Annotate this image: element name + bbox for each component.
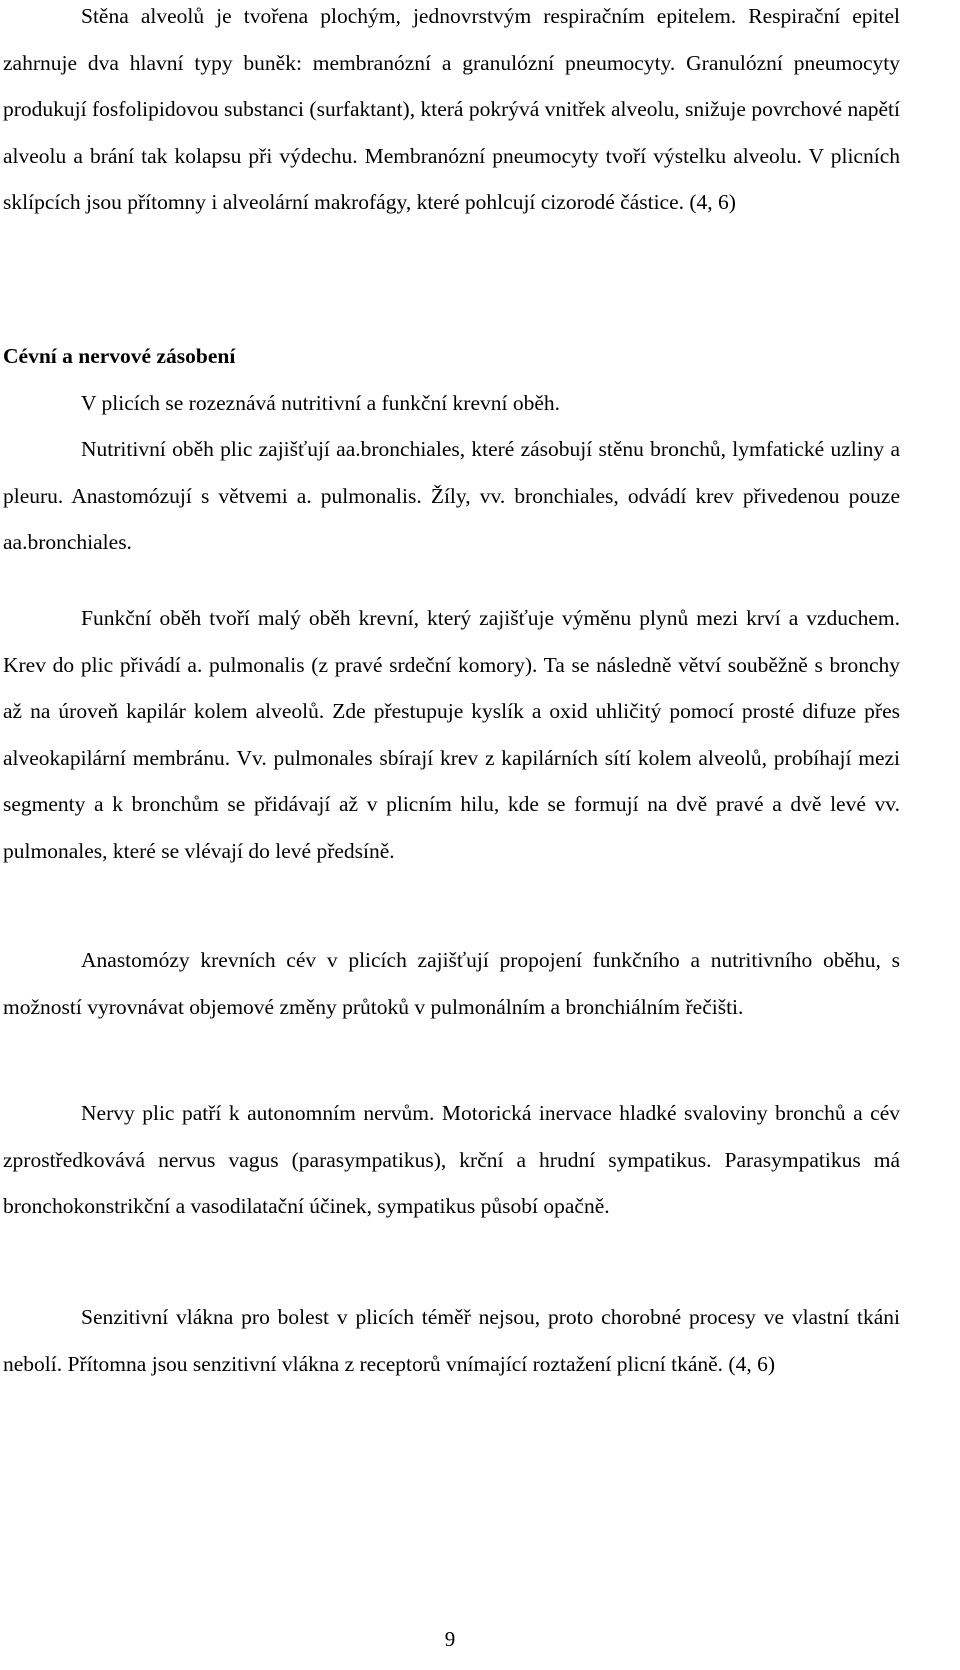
paragraph-alveolar-wall: Stěna alveolů je tvořena plochým, jednovrstvým respiračním epitelem. Respirační epitel zahrnuje dva hlavní typy buněk: membranózní a granulózní pneumocyty. Granulózní pneumocyty produkují fosfolipidovou substanci (surfaktant), která pokrývá vnitřek alveolu, snižuje povrchové napětí alveolu a brání tak kolapsu při výdechu. Membranózní pneumocyty tvoří výstelku alveolu. V plicních sklípcích jsou přítomny i alveolární makrofágy, které pohlcují cizorodé částice. (4, 6) [3,4,900,214]
paragraph-sensory-fibers: Senzitivní vlákna pro bolest v plicích téměř nejsou, proto chorobné procesy ve vlastní tkáni nebolí. Přítomna jsou senzitivní vlákna z receptorů vnímající roztažení plicní tkáně. (4, 6) [3,1305,900,1376]
paragraph-nerves: Nervy plic patří k autonomním nervům. Motorická inervace hladké svaloviny bronchů a cév zprostředkovává nervus vagus (parasympatikus), krční a hrudní sympatikus. Parasympatikus má bronchokonstrikční a vasodilatační účinek, sympatikus působí opačně. [3,1101,900,1218]
section-heading: Cévní a nervové zásobení [3,344,236,368]
paragraph-functional-circulation: Funkční oběh tvoří malý oběh krevní, který zajišťuje výměnu plynů mezi krví a vzduchem. Krev do plic přivádí a. pulmonalis (z pravé srdeční komory). Ta se následně větví souběžně s bronchy až na úroveň kapilár kolem alveolů. Zde přestupuje kyslík a oxid uhličitý pomocí prosté difuze přes alveokapilární membránu. Vv. pulmonales sbírají krev z kapilárních sítí kolem alveolů, probíhají mezi segmenty a k bronchům se přidávají až v plicním hilu, kde se formují na dvě pravé a dvě levé vv. pulmonales, které se vlévají do levé předsíně. [3,606,900,863]
paragraph-anastomoses: Anastomózy krevních cév v plicích zajišťují propojení funkčního a nutritivního oběhu, s možností vyrovnávat objemové změny průtoků v pulmonálním a bronchiálním řečišti. [3,948,900,1019]
page-number: 9 [444,1627,456,1651]
paragraph-nutritive-circulation: Nutritivní oběh plic zajišťují aa.bronchiales, které zásobují stěnu bronchů, lymfatické uzliny a pleuru. Anastomózují s větvemi a. pulmonalis. Žíly, vv. bronchiales, odvádí krev přivedenou pouze aa.bronchiales. [3,437,900,554]
paragraph-circulation-intro: V plicích se rozeznává nutritivní a funkční krevní oběh. [81,391,561,415]
